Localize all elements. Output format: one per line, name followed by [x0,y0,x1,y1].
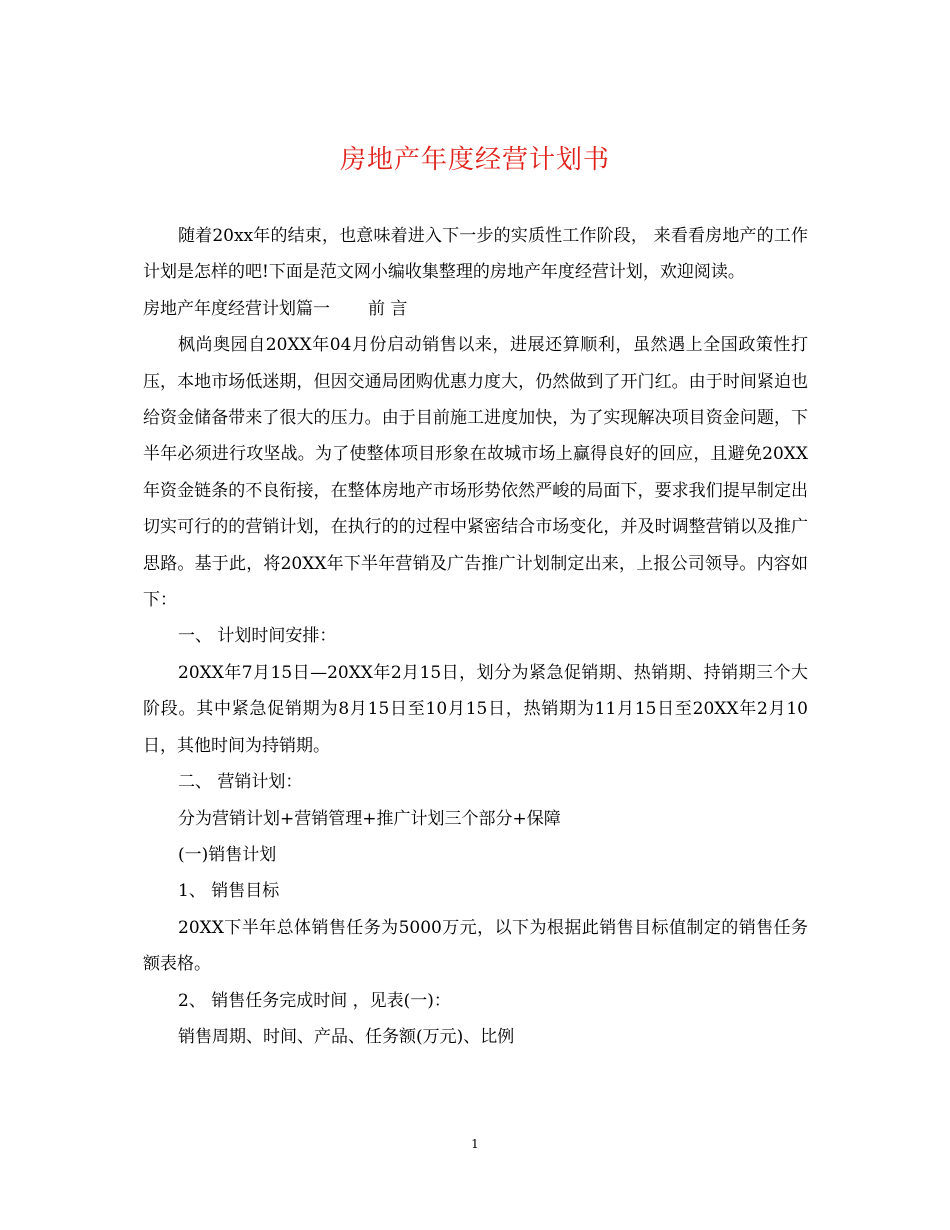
heading-spacer [330,291,368,327]
section-subtitle: 前 言 [368,298,408,319]
document-body [143,218,808,1055]
section-label: 房地产年度经营计划篇一 [143,298,330,319]
section-heading [143,291,808,327]
item-completion-time: 2、 销售任务完成时间 ，见表(一)： [178,990,451,1011]
heading-sales-plan: (一)销售计划 [178,844,277,865]
sales-target-paragraph: 20XX下半年总体销售任务为5000万元，以下为根据此销售目标值制定的销售任务额表格。 [143,917,808,975]
item-sales-target: 1、 销售目标 [178,881,280,902]
preface-paragraph: 枫尚奥园自20XX年04月份启动销售以来，进展还算顺利，虽然遇上全国政策性打压，本地市场低迷期，但因交通局团购优惠力度大，仍然做到了开门红。由于时间紧迫也给资金储备带来了很大的压力。由于目前施工进度加快，为了实现解决项目资金问题，下半年必须进行攻坚战。为了使整体项目形象在故城市场上赢得良好的回应，且避免20XX年资金链条的不良衔接，在整体房地产市场形势依然严峻的局面下，要求我们提早制定出切实可行的的营销计划，在执行的的过程中紧密结合市场变化，并及时调整营销以及推广思路。基于此，将20XX年下半年营销及广告推广计划制定出来，上报公司领导。内容如下： [143,335,808,611]
plan-parts-paragraph: 分为营销计划+营销管理+推广计划三个部分+保障 [178,808,561,829]
intro-paragraph: 随着20xx年的结束，也意味着进入下一步的实质性工作阶段， 来看看房地产的工作计划是怎样的吧!下面是范文网小编收集整理的房地产年度经营计划，欢迎阅读。 [143,226,808,283]
page-number: 1 [471,1137,479,1151]
schedule-paragraph: 20XX年7月15日—20XX年2月15日，划分为紧急促销期、热销期、持销期三个大阶段。其中紧急促销期为8月15日至10月15日，热销期为11月15日至20XX年2月10日，其他时间为持销期。 [143,662,808,756]
heading-schedule: 一、 计划时间安排： [178,626,337,647]
table-columns-line: 销售周期、时间、产品、任务额(万元)、比例 [178,1026,515,1047]
document-title: 房地产年度经营计划书 [339,145,610,175]
heading-marketing-plan: 二、 营销计划： [178,772,303,793]
